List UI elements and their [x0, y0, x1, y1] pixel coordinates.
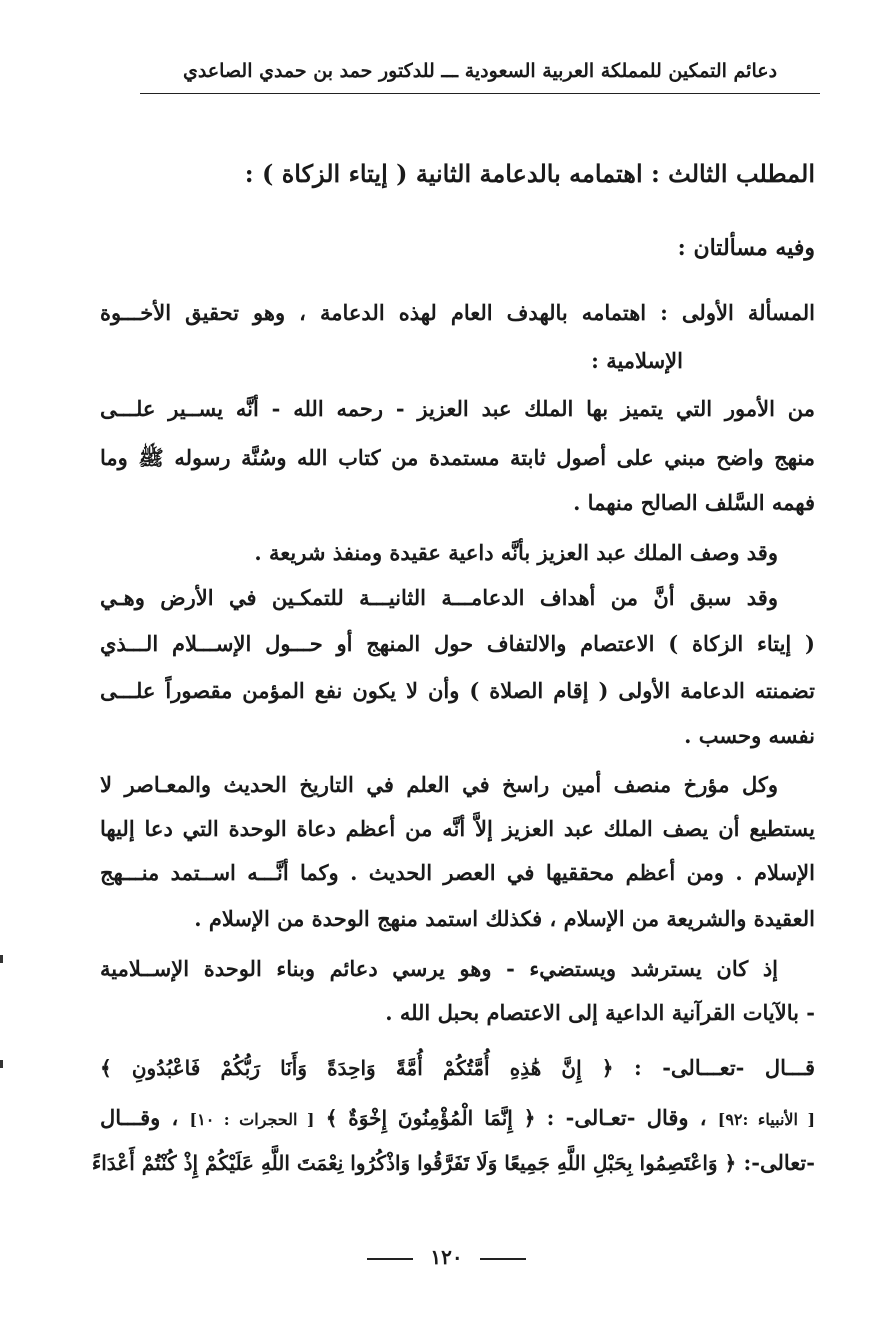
issue-title-line-2: الإسلامية :: [591, 348, 683, 373]
page-number: [0, 1245, 893, 1269]
intro-line: وفيه مسألتان :: [677, 235, 815, 261]
quran-line-2: [100, 1105, 815, 1130]
page-number-dash-left: [367, 1258, 413, 1260]
quran-lead-1: قـــال -تعـــالى- :: [633, 1055, 816, 1080]
quran-verse-1: ﴿ إِنَّ هَٰذِهِ أُمَّتُكُمْ أُمَّةً وَاحِدَةً وَأَنَا رَبُّكُمْ فَاعْبُدُونِ ﴾: [100, 1056, 614, 1080]
body-line-10: يستطيع أن يصف الملك عبد العزيز إلاَّ أنَّه من أعظم دعاة الوحدة التي دعا إليها: [100, 816, 815, 841]
page-number-value: ١٢٠: [430, 1245, 463, 1269]
quran-line-3: [91, 1150, 815, 1175]
body-line-9: وكل مؤرخ منصف أمين راسخ في العلم في التاريخ الحديث والمعـاصر لا: [100, 772, 778, 797]
body-line-6: ( إيتاء الزكاة ) الاعتصام والالتفاف حول المنهج أو حـــول الإســـلام الـــذي: [100, 631, 815, 656]
quran-verse-2: ﴿ إِنَّمَا الْمُؤْمِنُونَ إِخْوَةٌ ﴾: [325, 1106, 536, 1130]
scan-margin-mark: [0, 1060, 3, 1068]
quran-end-2: ، وقـــال: [100, 1105, 179, 1130]
scan-margin-mark: [0, 955, 3, 963]
header-divider: [140, 93, 820, 94]
body-line-4: وقد وصف الملك عبد العزيز بأنَّه داعية عقيدة ومنفذ شريعة .: [254, 540, 778, 565]
quran-line-1: [100, 1055, 815, 1080]
section-title: المطلب الثالث : اهتمامه بالدعامة الثانية ( إيتاء الزكاة ) :: [244, 159, 815, 188]
body-line-2: منهج واضح مبني على أصول ثابتة مستمدة من كتاب الله وسُنَّة رسوله ﷺ وما: [100, 445, 815, 470]
body-line-8: نفسه وحسب .: [684, 723, 815, 748]
body-line-11: الإسلام . ومن أعظم محققيها في العصر الحديث . وكما أنَّـــه اســتمد منـــهج: [100, 860, 815, 885]
body-line-7: تضمنته الدعامة الأولى ( إقام الصلاة ) وأن لا يكون نفع المؤمن مقصوراً علـــى: [100, 678, 815, 703]
quran-ref-2: [ الحجرات : ١٠]: [189, 1110, 315, 1129]
body-line-3: فهمه السَّلف الصالح منهما .: [573, 490, 815, 515]
body-line-14: - بالآيات القرآنية الداعية إلى الاعتصام بحبل الله .: [385, 1000, 815, 1025]
quran-mid-2: ، وقال -تعـالى- :: [546, 1105, 707, 1130]
body-line-12: العقيدة والشريعة من الإسلام ، فكذلك استمد منهج الوحدة من الإسلام .: [194, 906, 815, 931]
quran-lead-3: -تعالى-:: [743, 1150, 815, 1175]
body-line-1: من الأمور التي يتميز بها الملك عبد العزيز - رحمه الله - أنَّه يســير علـــى: [100, 396, 815, 421]
body-line-5: وقد سبق أنَّ من أهداف الدعامـــة الثانيـــة للتمكـين في الأرض وهـي: [100, 585, 778, 610]
quran-ref-1: [ الأنبياء :٩٢]: [717, 1110, 816, 1129]
quran-verse-3: ﴿ وَاعْتَصِمُوا بِحَبْلِ اللَّهِ جَمِيعًا وَلَا تَفَرَّقُوا وَاذْكُرُوا نِعْمَتَ اللَّهِ عَلَيْكُمْ إِذْ كُنْتُمْ أَعْدَاءً: [91, 1151, 737, 1175]
body-line-13: إذ كان يسترشد ويستضيء - وهو يرسي دعائم وبناء الوحدة الإســلامية: [100, 956, 779, 981]
running-header: دعائم التمكين للمملكة العربية السعودية ـــ للدكتور حمد بن حمدي الصاعدي: [182, 60, 778, 82]
page-number-dash-right: [480, 1258, 526, 1260]
issue-title-line-1: المسألة الأولى : اهتمامه بالهدف العام لهذه الدعامة ، وهو تحقيق الأخـــوة: [100, 300, 815, 325]
